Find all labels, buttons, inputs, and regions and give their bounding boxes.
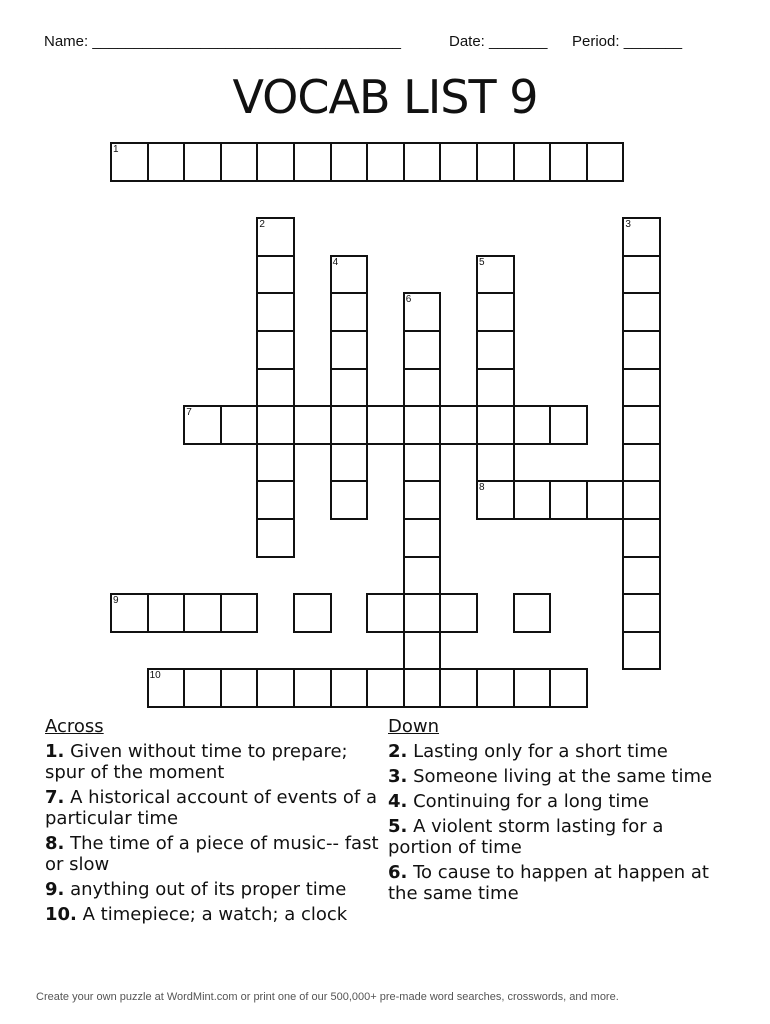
crossword-cell[interactable] <box>622 368 661 408</box>
across-clue: 9. anything out of its proper time <box>45 879 347 900</box>
clue-number-label: 2 <box>259 219 265 231</box>
clue-number-label: 5 <box>479 256 485 268</box>
crossword-cell[interactable] <box>549 405 588 445</box>
crossword-cell[interactable] <box>586 142 625 182</box>
crossword-cell[interactable] <box>256 292 295 332</box>
crossword-cell[interactable] <box>476 330 515 370</box>
crossword-cell[interactable] <box>513 142 552 182</box>
crossword-cell[interactable] <box>403 631 442 671</box>
clue-number-label: 1 <box>113 144 119 155</box>
crossword-cell[interactable] <box>403 330 442 370</box>
crossword-cell[interactable] <box>439 668 478 708</box>
crossword-cell[interactable] <box>439 405 478 445</box>
down-clue: 3. Someone living at the same time <box>388 766 713 787</box>
crossword-cell[interactable] <box>403 443 442 483</box>
page-title: VOCAB LIST 9 <box>232 70 538 124</box>
crossword-cell[interactable] <box>476 368 515 408</box>
crossword-cell[interactable] <box>147 593 186 633</box>
crossword-cell[interactable] <box>330 330 369 370</box>
crossword-cell[interactable] <box>476 405 515 445</box>
crossword-cell[interactable] <box>622 405 661 445</box>
crossword-cell[interactable] <box>622 518 661 558</box>
crossword-cell[interactable] <box>403 405 442 445</box>
period-field-label: Period: _______ <box>572 33 683 50</box>
down-heading: Down <box>388 716 440 737</box>
crossword-cell[interactable] <box>622 330 661 370</box>
crossword-cell[interactable] <box>256 443 295 483</box>
crossword-cell[interactable] <box>622 631 661 671</box>
crossword-cell[interactable] <box>622 255 661 295</box>
crossword-cell[interactable] <box>549 480 588 520</box>
crossword-cell[interactable] <box>293 142 332 182</box>
crossword-cell[interactable] <box>622 292 661 332</box>
clue-number-label: 4 <box>332 256 339 268</box>
crossword-cell[interactable] <box>403 668 442 708</box>
crossword-cell[interactable] <box>403 556 442 596</box>
crossword-cell[interactable] <box>403 368 442 408</box>
crossword-cell[interactable] <box>256 480 295 520</box>
crossword-cell[interactable] <box>622 593 661 633</box>
crossword-cell[interactable] <box>439 593 478 633</box>
date-field-label: Date: _______ <box>449 33 548 50</box>
crossword-cell[interactable] <box>330 142 369 182</box>
across-clue: 8. The time of a piece of music-- fast or slow <box>45 833 379 875</box>
crossword-cell[interactable] <box>256 255 295 295</box>
across-clues <box>45 716 380 929</box>
crossword-cell[interactable] <box>256 368 295 408</box>
crossword-cell[interactable] <box>293 405 332 445</box>
crossword-cell[interactable] <box>622 556 661 596</box>
crossword-cell[interactable] <box>366 593 405 633</box>
name-field-label: Name: _____________________________________ <box>44 33 402 50</box>
down-clue: 6. To cause to happen at happen at the same time <box>388 862 709 904</box>
crossword-cell[interactable] <box>256 668 295 708</box>
crossword-cell[interactable] <box>366 142 405 182</box>
clue-number-label: 9 <box>113 595 119 607</box>
crossword-cell[interactable] <box>330 480 369 520</box>
crossword-cell[interactable] <box>330 368 369 408</box>
across-clue: 1. Given without time to prepare; spur of the moment <box>45 741 348 783</box>
crossword-cell[interactable] <box>256 405 295 445</box>
clue-number-label: 7 <box>186 407 192 419</box>
down-clue: 5. A violent storm lasting for a portion of time <box>388 816 664 858</box>
crossword-cell[interactable] <box>476 292 515 332</box>
clue-number-label: 3 <box>625 219 631 231</box>
crossword-cell[interactable] <box>256 330 295 370</box>
across-clue: 7. A historical account of events of a particular time <box>45 787 378 829</box>
down-clue: 2. Lasting only for a short time <box>388 741 668 762</box>
crossword-cell[interactable] <box>256 518 295 558</box>
crossword-cell[interactable] <box>220 593 259 633</box>
down-clues <box>388 716 728 908</box>
crossword-cell[interactable] <box>513 480 552 520</box>
footer-note: Create your own puzzle at WordMint.com or print one of our 500,000+ pre-made word searches, crosswords, and more. <box>36 991 619 1003</box>
crossword-cell[interactable] <box>330 668 369 708</box>
crossword-cell[interactable] <box>366 405 405 445</box>
across-clue: 10. A timepiece; a watch; a clock <box>45 904 348 925</box>
crossword-cell[interactable] <box>183 668 222 708</box>
crossword-cell[interactable] <box>330 292 369 332</box>
clue-number-label: 6 <box>405 294 412 306</box>
crossword-cell[interactable] <box>220 668 259 708</box>
crossword-cell[interactable] <box>403 518 442 558</box>
crossword-cell[interactable] <box>330 443 369 483</box>
crossword-cell[interactable] <box>439 142 478 182</box>
crossword-cell[interactable] <box>476 443 515 483</box>
clue-number-label: 8 <box>479 482 485 494</box>
crossword-cell[interactable] <box>330 405 369 445</box>
crossword-cell[interactable] <box>220 405 259 445</box>
crossword-cell[interactable] <box>403 142 442 182</box>
crossword-cell[interactable] <box>549 668 588 708</box>
crossword-cell[interactable] <box>403 593 442 633</box>
crossword-cell[interactable] <box>183 142 222 182</box>
crossword-cell[interactable] <box>256 142 295 182</box>
crossword-cell[interactable] <box>403 480 442 520</box>
crossword-cell[interactable] <box>293 668 332 708</box>
crossword-cell[interactable] <box>513 668 552 708</box>
clue-number-label: 10 <box>149 670 161 682</box>
crossword-cell[interactable] <box>586 480 625 520</box>
crossword-cell[interactable] <box>183 593 222 633</box>
crossword-cell[interactable] <box>366 668 405 708</box>
crossword-cell[interactable] <box>622 480 661 520</box>
crossword-cell[interactable] <box>476 668 515 708</box>
crossword-cell[interactable] <box>476 142 515 182</box>
crossword-cell[interactable] <box>220 142 259 182</box>
down-clue: 4. Continuing for a long time <box>388 791 649 812</box>
crossword-cell[interactable] <box>513 593 552 633</box>
across-heading: Across <box>45 716 104 737</box>
crossword-cell[interactable] <box>513 405 552 445</box>
crossword-cell[interactable] <box>622 443 661 483</box>
crossword-cell[interactable] <box>147 142 186 182</box>
crossword-cell[interactable] <box>549 142 588 182</box>
crossword-cell[interactable] <box>293 593 332 633</box>
